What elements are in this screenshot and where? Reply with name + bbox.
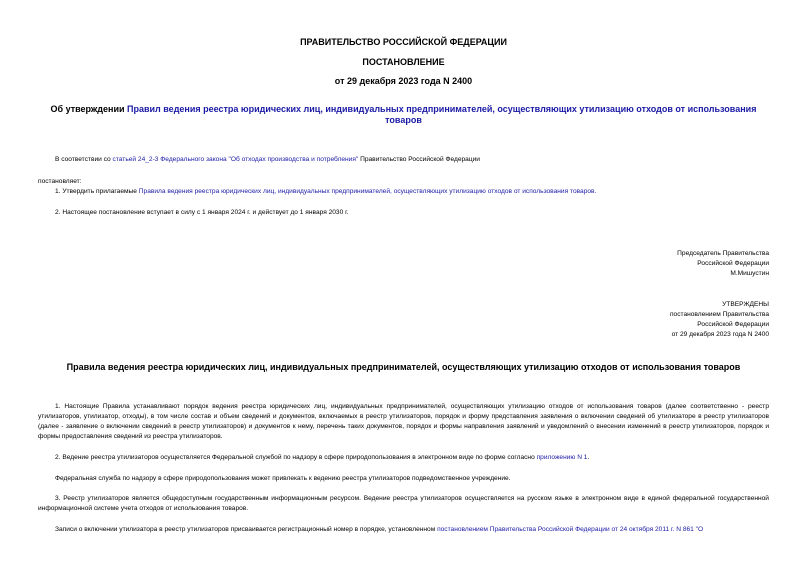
resolution-item-2: 2. Настоящее постановление вступает в силу с 1 января 2024 г. и действует до 1 января 2030 г. [55,209,349,216]
title-prefix: Об утверждении [50,104,128,114]
rules-title: Правила ведения реестра юридических лиц, индивидуальных предпринимателей, осуществляющих утилизацию отходов от использования товаров [66,362,741,372]
approval-heading: УТВЕРЖДЕНЫ [722,301,769,308]
signature-block [677,249,769,279]
preamble-suffix: Правительство Российской Федерации [358,156,480,163]
government-decree-link[interactable]: постановлением Правительства Российской Федерации от 24 октября 2011 г. N 861 "О [437,526,704,533]
title-rules-link[interactable]: Правил ведения реестра юридических лиц, индивидуальных предпринимателей, осуществляющих утилизацию отходов от использования товаров [127,104,757,125]
document-type: ПОСТАНОВЛЕНИЕ [362,57,445,67]
government-heading: ПРАВИТЕЛЬСТВО РОССИЙСКОЙ ФЕДЕРАЦИИ [300,37,507,47]
rules-paragraph-2b: Федеральная служба по надзору в сфере природопользования может привлекать к ведению реестра утилизаторов подведомственное учреждение. [55,475,511,482]
rules-paragraph-1: 1. Настоящие Правила устанавливают порядок ведения реестра юридических лиц, индивидуальных предпринимателей, осуществляющих утилизацию отходов от использования товаров (далее соответственно - реестр утилизаторов, утилизатор, отходы), в том числе состав и объем сведений и документов, включаемых в реестр утилизаторов, порядок и форму представления заявления о включении сведений об утилизаторе в реестр утилизаторов (далее - заявление о включении сведений в реестр утилизаторов) и документов к нему, перечень таких документов, порядок и формы направления заявлений и уведомлений о внесении изменений в реестр утилизаторов, порядок и формы предоставления сведений из реестра утилизаторов. [38,403,769,440]
appendix-1-link[interactable]: приложению N 1 [536,454,588,461]
approval-line-4: от 29 декабря 2023 года N 2400 [671,331,769,338]
resolves-text: постановляет: [38,178,82,185]
p4-prefix: Записи о включении утилизатора в реестр утилизаторов присваивается регистрационный номер в порядке, установленном [55,526,438,533]
signature-position: Председатель Правительства [677,250,769,257]
document-title [50,104,757,126]
item1-prefix: 1. Утвердить прилагаемые [55,188,139,195]
federal-law-link[interactable]: статьей 24_2-3 Федерального закона "Об отходах производства и потребления" [112,156,359,163]
approval-line-2: постановлением Правительства [669,311,769,318]
rules-link[interactable]: Правила ведения реестра юридических лиц, индивидуальных предпринимателей, осуществляющих утилизацию отходов от использования товаров. [138,188,597,195]
signature-country: Российской Федерации [697,260,769,267]
resolution-item-1 [55,187,775,197]
approval-line-3: Российской Федерации [697,321,769,328]
p2-prefix: 2. Ведение реестра утилизаторов осуществляется Федеральной службой по надзору в сфере природопользования в электронном виде по форме согласно [55,454,537,461]
rules-paragraph-4 [55,525,775,535]
rules-paragraph-3: 3. Реестр утилизаторов является общедоступным государственным информационным ресурсом. Ведение реестра утилизаторов осуществляется на русском языке в электронном виде в единой федеральной государственной информационной системе учета отходов от использования товаров. [38,495,769,512]
preamble-prefix: В соответствии со [55,156,113,163]
rules-paragraph-2 [55,453,769,463]
approval-block [670,300,769,340]
p2-suffix: . [587,454,590,461]
signature-name: М.Мишустин [730,270,769,277]
document-date-number: от 29 декабря 2023 года N 2400 [334,76,473,86]
preamble [55,155,775,165]
